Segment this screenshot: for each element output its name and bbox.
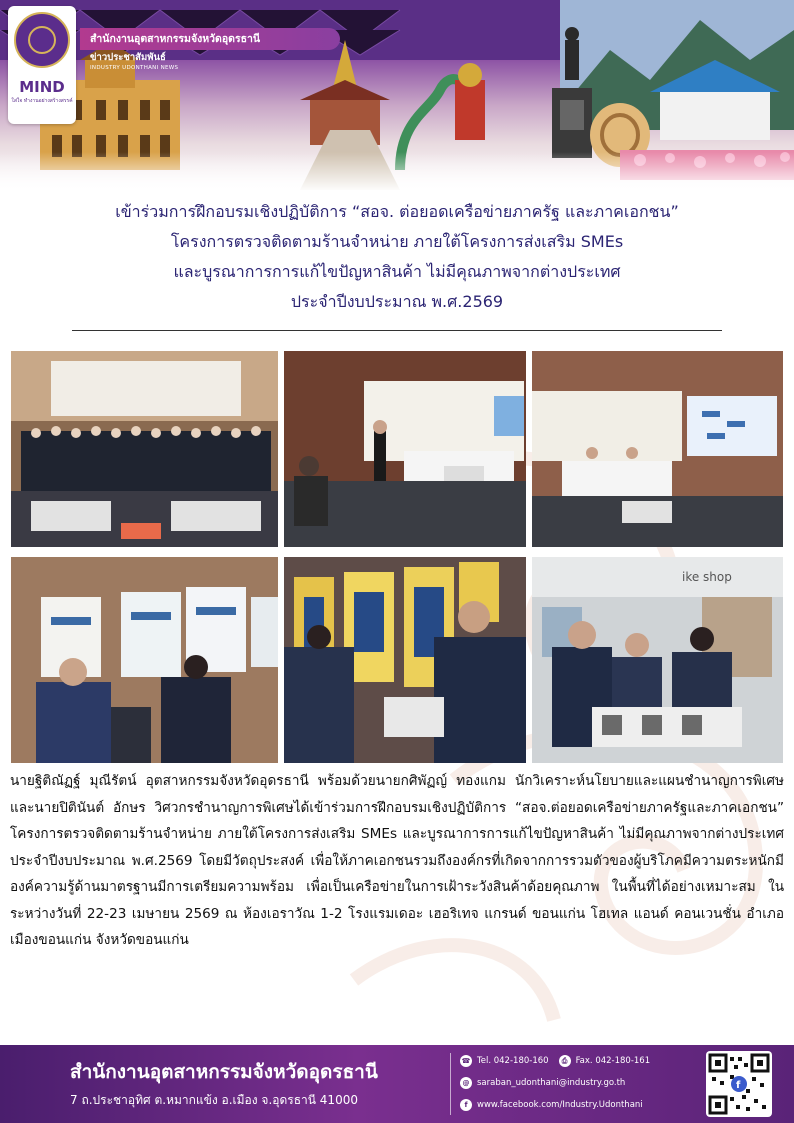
fax-icon: ⎙ (559, 1055, 571, 1067)
footer-facebook-row (460, 1099, 643, 1111)
footer-tel: Tel. 042-180-160 (477, 1056, 549, 1066)
email-icon: @ (460, 1077, 472, 1089)
title-line-2: โครงการตรวจติดตามร้านจำหน่าย ภายใต้โครงการส่งเสริม SMEs (170, 232, 624, 251)
store-sign-text: ike shop (682, 570, 732, 584)
footer-org-name: สำนักงานอุตสาหกรรมจังหวัดอุดรธานี (70, 1061, 378, 1083)
footer-phone-row (460, 1055, 650, 1067)
phone-icon: ☎ (461, 1057, 471, 1065)
logo-subtitle: ใส่ใจ ทำงานอย่างสร้างสรรค์ (11, 98, 73, 104)
news-title-en: INDUSTRY UDONTHANI NEWS (90, 65, 179, 71)
footer-email[interactable]: saraban_udonthani@industry.go.th (477, 1078, 626, 1088)
news-title-th: ข่าวประชาสัมพันธ์ (90, 52, 166, 63)
title-line-1: เข้าร่วมการฝึกอบรมเชิงปฏิบัติการ “สอจ. ต่อยอดเครือข่ายภาครัฐ และภาคเอกชน” (115, 202, 679, 221)
title-line-4: ประจำปีงบประมาณ พ.ศ.2569 (290, 292, 504, 311)
photo-product-inspection (284, 557, 526, 763)
ministry-logo (8, 6, 76, 124)
photo-head-table (532, 351, 783, 547)
photo-poster-exhibition (11, 557, 278, 763)
article-body: นายฐิติณัฏฐ์ มุณีรัตน์ อุตสาหกรรมจังหวัดอุดรธานี พร้อมด้วยนายกศิพัฏญ์ ทองแกม นักวิเคราะห์นโยบายและแผนชำนาญการพิเศษ และนายปิตินันต์ อักษร วิศวกรชำนาญการพิเศษได้เข้าร่วมการฝึกอบรมเชิงปฏิบัติการ “สอจ.ต่อยอดเครือข่ายภาครัฐและภาคเอกชน” โครงการตรวจติดตามร้านจำหน่าย ภายใต้โครงการส่งเสริม SMEs และบูรณาการการแก้ไขปัญหาสินค้า ไม่มีคุณภาพจากต่างประเทศ ประจำปีงบประมาณ พ.ศ.2569 โดยมีวัตถุประสงค์ เพื่อให้ภาคเอกชนรวมถึงองค์กรที่เกิดจากการรวมตัวของผู้บริโภคมีความตระหนักมีองค์ความรู้ด้านมาตรฐานมีการเตรียมความพร้อม เพื่อเป็นเครือข่ายในการเฝ้าระวังสินค้าด้อยคุณภาพ ในพื้นที่ได้อย่างเหมาะสม ในระหว่างวันที่ 22-23 เมษายน 2569 ณ ห้องเอราวัณ 1-2 โรงแรมเดอะ เฮอริเทจ แกรนด์ ขอนแก่น โฮเทล แอนด์ คอนเวนชั่น อำเภอเมืองขอนแก่น จังหวัดขอนแก่น (10, 773, 784, 948)
footer (0, 1045, 794, 1123)
title-divider (72, 330, 722, 331)
banner-fade (0, 152, 794, 192)
footer-address: 7 ถ.ประชาอุทิศ ต.หมากแข้ง อ.เมือง จ.อุดรธานี 41000 (70, 1093, 358, 1107)
header-org-name: สำนักงานอุตสาหกรรมจังหวัดอุดรธานี (80, 28, 340, 50)
page-title (40, 197, 754, 317)
header-banner (0, 0, 794, 192)
photo-group-participants (11, 351, 278, 547)
header-news-label (80, 52, 240, 78)
logo-mind-text: MIND (19, 78, 65, 96)
ministry-seal-icon (14, 12, 70, 68)
facebook-icon: f (460, 1099, 472, 1111)
footer-facebook[interactable]: www.facebook.com/Industry.Udonthani (477, 1100, 643, 1110)
footer-email-row (460, 1077, 625, 1089)
footer-fax: Fax. 042-180-161 (575, 1056, 651, 1066)
title-line-3: และบูรณาการการแก้ไขปัญหาสินค้า ไม่มีคุณภาพจากต่างประเทศ (173, 262, 621, 281)
qr-code-icon[interactable] (706, 1051, 772, 1117)
svg-text:f: f (736, 1080, 741, 1091)
photo-speaker-presentation (284, 351, 526, 547)
photo-store-inspection (532, 557, 783, 763)
footer-divider (450, 1053, 451, 1115)
